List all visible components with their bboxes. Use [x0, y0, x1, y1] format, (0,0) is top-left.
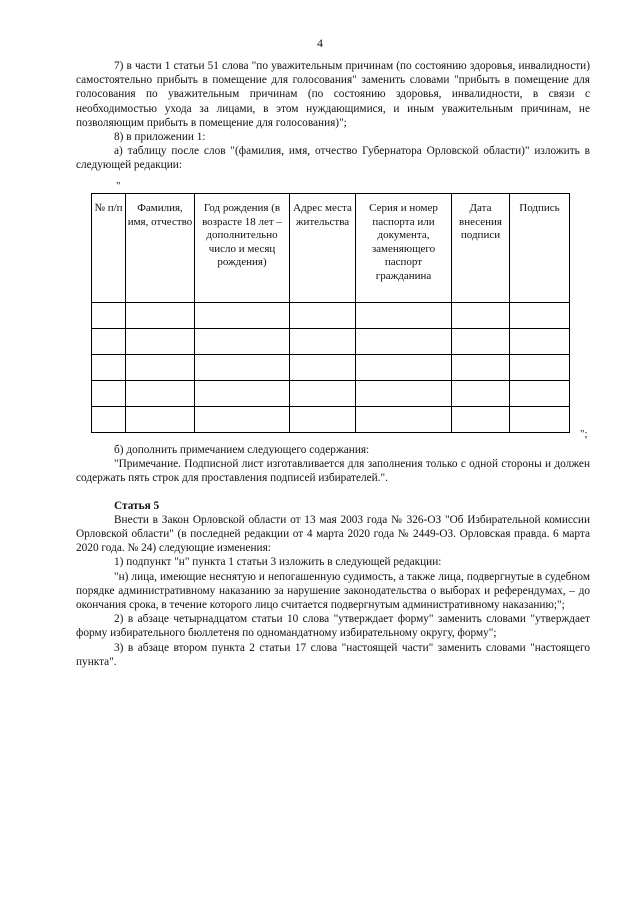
article-item-1-text: "н) лица, имеющие неснятую и непогашенную судимость, а также лица, подвергнутые в судебном порядке административному наказанию за нарушение законодательства о выборах и референдумах, – до окончания срока, в течение которого лицо считается подвергнутым административному наказанию;";	[76, 570, 590, 612]
table-cell	[126, 381, 195, 407]
table-cell	[195, 355, 290, 381]
table-cell	[356, 355, 452, 381]
table-row	[92, 381, 570, 407]
table-cell	[356, 303, 452, 329]
top-paragraphs	[76, 59, 590, 173]
table-cell	[290, 355, 356, 381]
col-header-date: Дата внесения подписи	[452, 194, 510, 303]
table-cell	[356, 381, 452, 407]
table-cell	[452, 355, 510, 381]
col-header-name: Фамилия, имя, отчество	[126, 194, 195, 303]
table-cell	[195, 381, 290, 407]
col-header-birth-year: Год рождения (в возрасте 18 лет – дополнительно число и месяц рождения)	[195, 194, 290, 303]
article-title: Статья 5	[114, 499, 160, 512]
col-header-address: Адрес места жительства	[290, 194, 356, 303]
article-item-1: 1) подпункт "н" пункта 1 статьи 3 изложить в следующей редакции:	[114, 556, 442, 569]
table-cell	[195, 329, 290, 355]
table-cell	[290, 303, 356, 329]
table-cell	[290, 381, 356, 407]
table-cell	[452, 381, 510, 407]
col-header-number: № п/п	[92, 194, 126, 303]
table-cell	[510, 329, 570, 355]
open-quote: "	[116, 180, 121, 192]
paragraph-table-intro: а) таблицу после слов "(фамилия, имя, отчество Губернатора Орловской области)" изложить в следующей редакции:	[76, 145, 590, 172]
table-cell	[290, 329, 356, 355]
table-cell	[356, 329, 452, 355]
table-cell	[510, 381, 570, 407]
close-quote-mark: ";	[580, 428, 588, 440]
table-cell	[510, 407, 570, 433]
table-cell	[126, 303, 195, 329]
paragraph-item-7: 7) в части 1 статьи 51 слова "по уважительным причинам (по состоянию здоровья, инвалидности) самостоятельно прибыть в помещение для голосования" заменить словами "прибыть в помещение для голосования по уважительным причинам (по состоянию здоровья, инвалидности, в связи с необходимостью ухода за лицами, в этом нуждающимися, и иным уважительным причинам, не позволяющим прибыть в помещение для голосования)";	[76, 60, 590, 129]
table-cell	[92, 381, 126, 407]
page-number: 4	[317, 36, 323, 50]
paragraph-b: б) дополнить примечанием следующего содержания:	[114, 444, 370, 456]
table-cell	[126, 407, 195, 433]
paragraph-note: "Примечание. Подписной лист изготавливается для заполнения только с одной стороны и должен содержать пять строк для проставления подписей избирателей.".	[76, 458, 590, 485]
table-cell	[195, 303, 290, 329]
table-cell	[510, 355, 570, 381]
signature-table	[91, 193, 570, 433]
table-row	[92, 303, 570, 329]
table-row	[92, 329, 570, 355]
table-cell	[92, 303, 126, 329]
table-cell	[126, 329, 195, 355]
table-cell	[92, 355, 126, 381]
table-cell	[452, 407, 510, 433]
table-row	[92, 355, 570, 381]
article-item-2: 2) в абзаце четырнадцатом статьи 10 слова "утверждает форму" заменить словами "утверждает форму избирательного бюллетеня по одномандатному избирательному округу, форму";	[76, 613, 590, 640]
article-intro: Внести в Закон Орловской области от 13 мая 2003 года № 326-ОЗ "Об Избирательной комиссии Орловской области" (в последней редакции от 4 марта 2020 года № 2449-ОЗ. Орловская правда. 6 марта 2020 года. № 24) следующие изменения:	[76, 513, 590, 555]
bottom-section	[76, 443, 590, 669]
table-cell	[195, 407, 290, 433]
table-cell	[356, 407, 452, 433]
paragraph-item-8: 8) в приложении 1:	[114, 131, 206, 144]
table-cell	[452, 303, 510, 329]
table-cell	[452, 329, 510, 355]
article-item-3: 3) в абзаце втором пункта 2 статьи 17 слова "настоящей части" заменить словами "настоящего пункта".	[76, 641, 590, 668]
col-header-passport: Серия и номер паспорта или документа, заменяющего паспорт гражданина	[356, 194, 452, 303]
table-cell	[510, 303, 570, 329]
table-cell	[126, 355, 195, 381]
table-cell	[290, 407, 356, 433]
table-cell	[92, 329, 126, 355]
table-cell	[92, 407, 126, 433]
table-header-row	[92, 194, 570, 303]
table-row	[92, 407, 570, 433]
col-header-signature: Подпись	[510, 194, 570, 303]
